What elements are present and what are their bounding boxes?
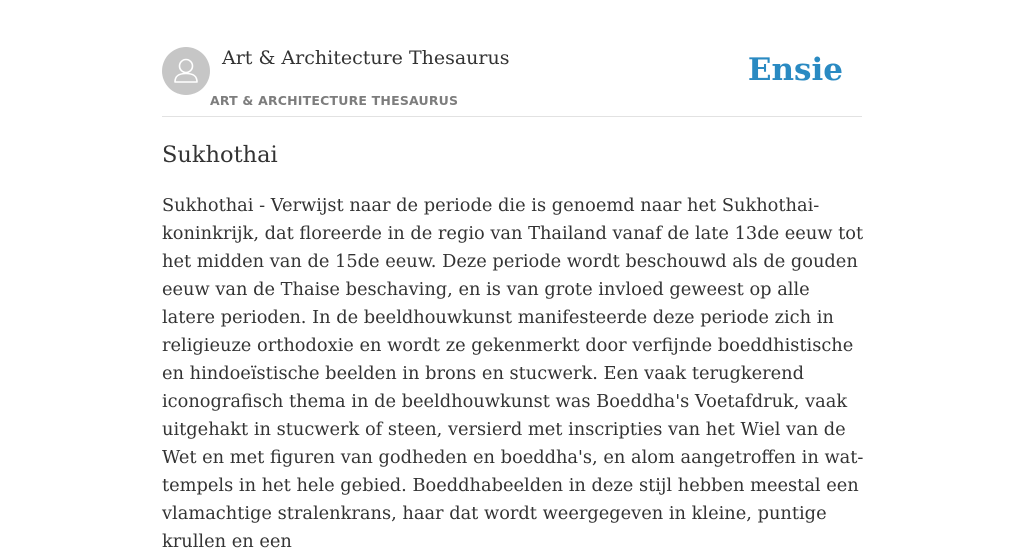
source-header <box>162 46 862 117</box>
source-subtitle[interactable]: ART & ARCHITECTURE THESAURUS <box>210 93 459 108</box>
article-body: Sukhothai - Verwijst naar de periode die is genoemd naar het Sukhothai-koninkrijk, dat floreerde in de regio van Thailand vanaf de late 13de eeuw tot het midden van de 15de eeuw. Deze periode wordt beschouwd als de gouden eeuw van de Thaise beschaving, en is van grote invloed geweest op alle latere perioden. In de beeldhouwkunst manifesteerde deze periode zich in religieuze orthodoxie en wordt ze gekenmerkt door verfijnde boeddhistische en hindoeïstische beelden in brons en stucwerk. Een vaak terugkerend iconografisch thema in de beeldhouwkunst was Boeddha's Voetafdruk, vaak uitgehakt in stucwerk of steen, versierd met inscripties van het Wiel van de Wet en met figuren van godheden en boeddha's, en alom aangetroffen in wat-tempels in het hele gebied. Boeddhabeelden in deze stijl hebben meestal een vlamachtige stralenkrans, haar dat wordt weergegeven in kleine, puntige krullen en een <box>162 195 864 552</box>
source-name[interactable]: Art & Architecture Thesaurus <box>222 47 510 69</box>
user-avatar-icon[interactable] <box>162 47 210 95</box>
brand-logo[interactable]: Ensie <box>747 52 843 88</box>
page-title: Sukhothai <box>162 142 278 168</box>
